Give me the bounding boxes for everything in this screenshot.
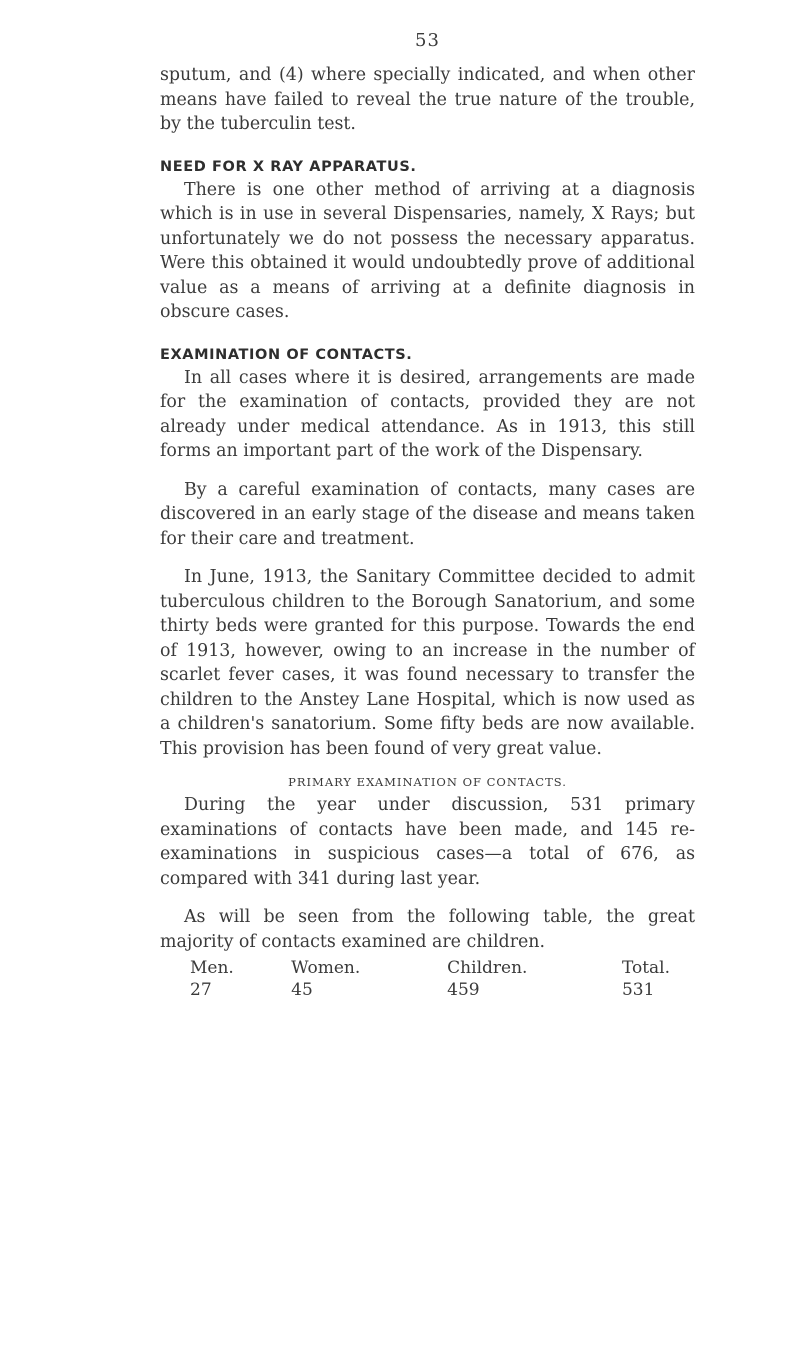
- paragraph-contacts-3: In June, 1913, the Sanitary Committee decided to admit tuberculous children to the Borough Sanatorium, and some thirty beds were granted for this purpose. Towards the end of 1913, however, owing to an increase in the number of scarlet fever cases, it was found necessary to transfer the children to the Anstey Lane Hospital, which is now used as a children's sanatorium. Some fifty beds are now available. This provision has been found of very great value.: [160, 567, 695, 759]
- table-header-women: Women.: [291, 958, 361, 978]
- paragraph-primary-2: As will be seen from the following table, the great majority of contacts examined are children.: [160, 907, 695, 952]
- paragraph-contacts-2: By a careful examination of contacts, many cases are discovered in an early stage of the disease and means taken for their care and treatment.: [160, 479, 695, 549]
- table-header-total: Total.: [621, 958, 670, 978]
- section-heading-contacts: EXAMINATION OF CONTACTS.: [160, 346, 413, 363]
- table-header-men: Men.: [190, 958, 234, 978]
- paragraph-primary-1: During the year under discussion, 531 primary examinations of contacts have been made, and 145 re-examinations in suspicious cases—a total of 676, as compared with 341 during last year.: [160, 795, 695, 889]
- table-cell-children: 459: [447, 980, 480, 1000]
- table-header-children: Children.: [447, 958, 528, 978]
- paragraph-contacts-1: In all cases where it is desired, arrangements are made for the examination of contacts, provided they are not already under medical attendance. As in 1913, this still forms an important part of the work of the Dispensary.: [160, 367, 695, 461]
- table-header-row: [190, 958, 670, 980]
- table-row: [190, 980, 670, 1002]
- subheading-primary-examination: PRIMARY EXAMINATION OF CONTACTS.: [288, 775, 567, 789]
- paragraph-xray: There is one other method of arriving at a diagnosis which is in use in several Dispensaries, namely, X Rays; but unfortunately we do not possess the necessary apparatus. Were this obtained it would undoubtedly prove of additional value as a means of arriving at a definite diagnosis in obscure cases.: [160, 179, 695, 322]
- table-cell-total: 531: [621, 980, 655, 1000]
- document-page: [160, 30, 695, 1002]
- section-heading-xray: NEED FOR X RAY APPARATUS.: [160, 158, 417, 175]
- contacts-table: [190, 958, 670, 1002]
- opening-paragraph: sputum, and (4) where specially indicated, and when other means have failed to reveal the true nature of the trouble, by the tuberculin test.: [160, 65, 695, 134]
- table-cell-women: 45: [291, 980, 313, 1000]
- table-cell-men: 27: [190, 980, 212, 1000]
- page-number: 53: [415, 30, 440, 51]
